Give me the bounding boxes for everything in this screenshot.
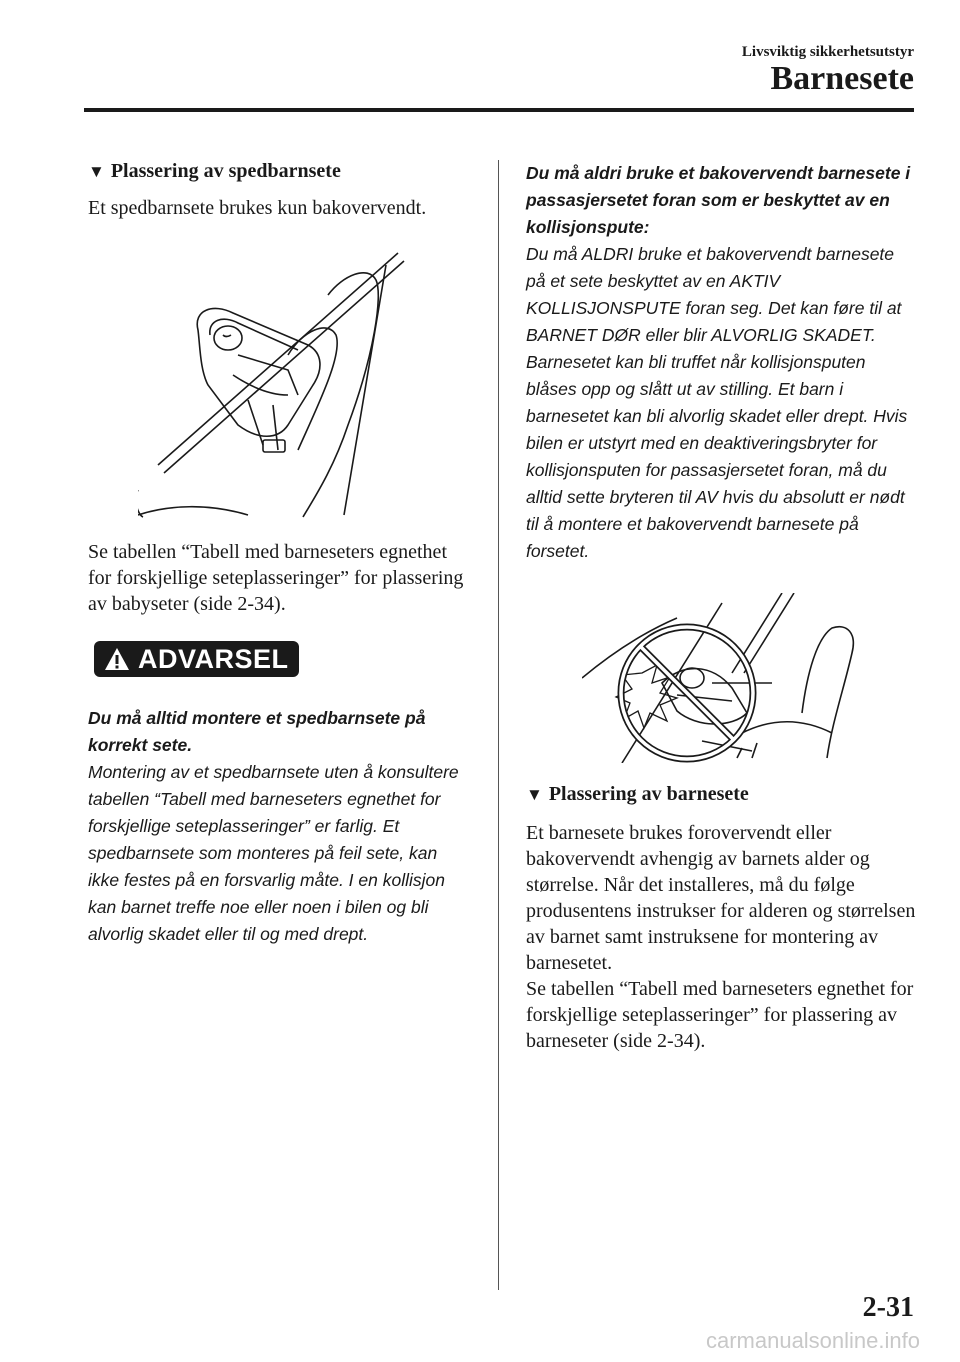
airbag-warning-body: Du må ALDRI bruke et bakovervendt barnesete på et sete beskyttet av en AKTIV KOLLISJONSPUTE foran seg. Det kan føre til at BARNET DØR eller blir ALVORLIG SKADET. Barnesetet kan bli truffet når kollisjonsputen blåses opp og slått ut av stilling. Et barn i barnesetet kan bli alvorlig skadet eller drept. Hvis bilen er utstyrt med en deaktiveringsbryter for kollisjonsputen for passasjersetet foran, må du alltid sette bryteren til AV hvis du absolutt er nødt til å montere et bakovervendt barnesete på forsetet. [526, 244, 908, 561]
heading-text: Plassering av spedbarnsete [110, 160, 341, 182]
warning-title: Du må alltid montere et spedbarnsete på korrekt sete. [88, 708, 426, 755]
left-column [88, 160, 473, 948]
warning-label: ADVARSEL [138, 643, 289, 674]
warning-body: Montering av et spedbarnsete uten å konsultere tabellen “Tabell med barneseters egnethet for forskjellige seteplasseringer” er farlig. Et spedbarnsete som monteres på feil sete, kan ikke festes på en forsvarlig måte. I en kollisjon kan barnet treffe noe eller noen i bilen og bli alvorlig skadet eller til og med drept. [88, 762, 459, 944]
seat-table-reference: Se tabellen “Tabell med barneseters egnethet for forskjellige seteplasseringer” for plassering av babyseter (side 2-34). [88, 541, 464, 615]
section-heading-infant-seat [88, 160, 473, 183]
right-column [526, 160, 918, 1054]
infant-seat-illustration [138, 235, 473, 525]
warning-triangle-icon [104, 647, 130, 671]
triangle-down-icon: ▼ [526, 784, 543, 804]
page-number: 2-31 [862, 1292, 914, 1323]
triangle-down-icon: ▼ [88, 161, 105, 181]
prohibited-airbag-illustration [582, 593, 918, 763]
section-label: Livsviktig sikkerhetsutstyr [741, 44, 914, 60]
watermark: carmanualsonline.info [705, 1328, 920, 1353]
header-rule [84, 108, 914, 112]
column-divider [498, 160, 499, 1290]
child-seat-reference: Se tabellen “Tabell med barneseters egnethet for forskjellige seteplasseringer” for plassering av barneseter (side 2-34). [526, 978, 914, 1052]
child-seat-body: Et barnesete brukes forovervendt eller bakovervendt avhengig av barnets alder og størrelse. Når det installeres, må du følge produsentens instrukser for alderen og størrelsen av barnet samt instruksene for montering av barnesetet. [526, 822, 916, 974]
warning-badge [94, 641, 473, 677]
airbag-warning-title: Du må aldri bruke et bakovervendt barnesete i passasjersetet foran som er beskyttet av en kollisjonspute: [526, 163, 911, 237]
section-heading-child-seat [526, 783, 918, 806]
intro-text: Et spedbarnsete brukes kun bakovervendt. [88, 197, 427, 219]
page-title: Barnesete [770, 60, 914, 97]
heading-text: Plassering av barnesete [548, 783, 749, 805]
